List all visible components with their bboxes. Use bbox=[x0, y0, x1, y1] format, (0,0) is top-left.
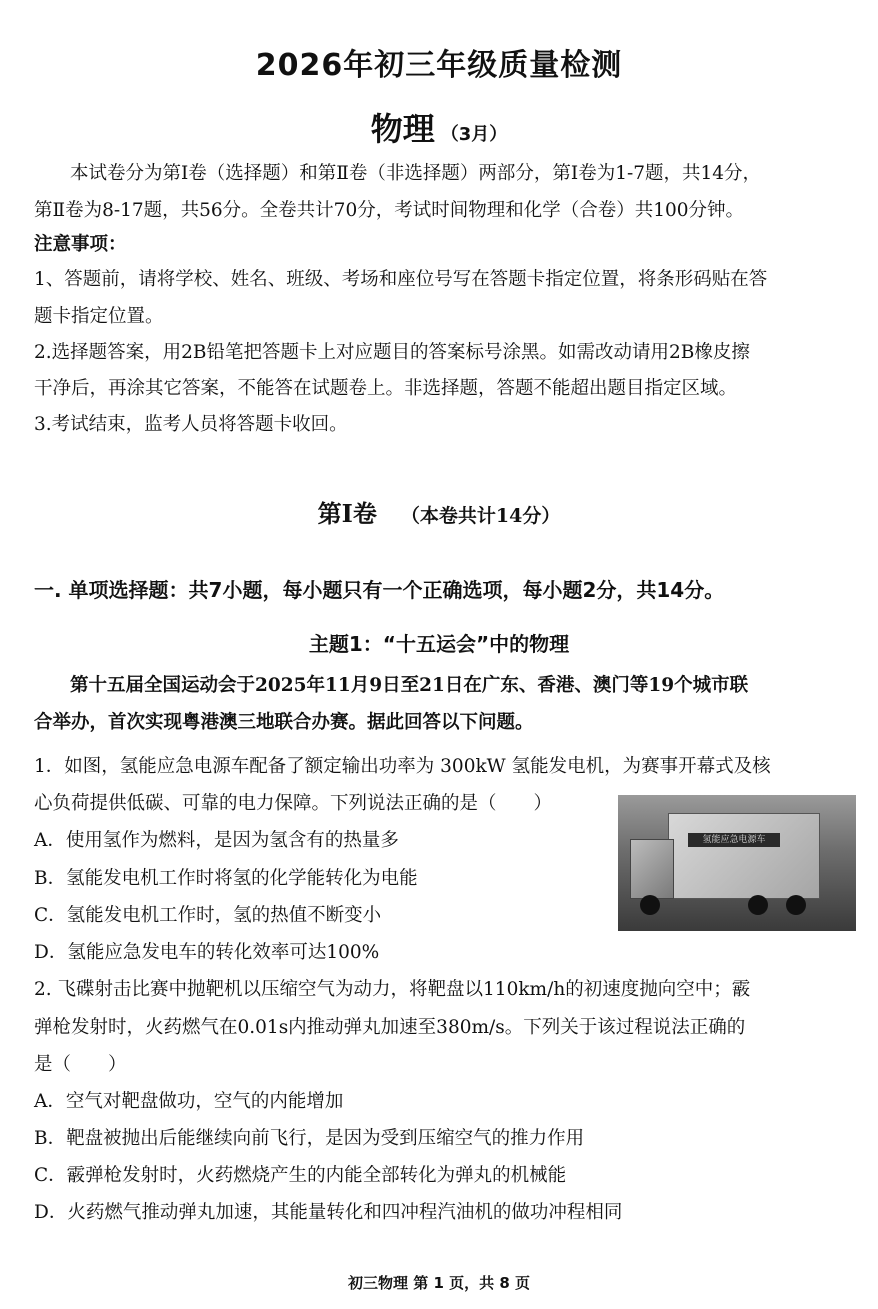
note-1b: 题卡指定位置。 bbox=[34, 306, 164, 327]
theme-title: 主题1：“十五运会”中的物理 bbox=[308, 632, 570, 656]
q2-stem-1: 2. 飞碟射击比赛中抛靶机以压缩空气为动力，将靶盘以110km/h的初速度抛向空中；霰 bbox=[34, 979, 751, 1000]
theme-desc-2: 合举办，首次实现粤港澳三地联合办赛。据此回答以下问题。 bbox=[34, 712, 534, 733]
truck-wheel bbox=[640, 895, 660, 915]
q1-stem-2: 心负荷提供低碳、可靠的电力保障。下列说法正确的是（ ） bbox=[34, 793, 553, 814]
q2-option-a: A．空气对靶盘做功，空气的内能增加 bbox=[34, 1091, 344, 1112]
truck-sign: 氢能应急电源车 bbox=[688, 833, 780, 847]
subject-title bbox=[0, 104, 878, 150]
truck-wheel bbox=[786, 895, 806, 915]
page-footer: 初三物理 第 1 页，共 8 页 bbox=[348, 1274, 530, 1292]
truck-cab bbox=[630, 839, 674, 899]
q2-option-c: C．霰弹枪发射时，火药燃烧产生的内能全部转化为弹丸的机械能 bbox=[34, 1165, 567, 1186]
hydrogen-truck-photo bbox=[618, 795, 856, 931]
truck-wheel bbox=[748, 895, 768, 915]
subject-name: 物理 bbox=[370, 110, 435, 148]
intro-line-1: 本试卷分为第Ⅰ卷（选择题）和第Ⅱ卷（非选择题）两部分，第Ⅰ卷为1-7题，共14分， bbox=[70, 163, 762, 184]
q2-option-d: D．火药燃气推动弹丸加速，其能量转化和四冲程汽油机的做功冲程相同 bbox=[34, 1202, 623, 1223]
q1-option-d: D．氢能应急发电车的转化效率可达100% bbox=[34, 942, 380, 963]
section-subtitle: （本卷共计14分） bbox=[400, 505, 561, 527]
q2-stem-3: 是（ ） bbox=[34, 1054, 127, 1075]
note-2b: 干净后，再涂其它答案，不能答在试题卷上。非选择题，答题不能超出题目指定区域。 bbox=[34, 378, 738, 399]
q1-option-b: B．氢能发电机工作时将氢的化学能转化为电能 bbox=[34, 868, 418, 889]
truck-cargo-box bbox=[668, 813, 820, 899]
note-1a: 1、答题前，请将学校、姓名、班级、考场和座位号写在答题卡指定位置，将条形码贴在答 bbox=[34, 269, 768, 290]
exam-month: （3月） bbox=[440, 124, 508, 145]
q1-stem-1: 1．如图，氢能应急电源车配备了额定输出功率为 300kW 氢能发电机，为赛事开幕式及核 bbox=[34, 756, 771, 777]
q2-option-b: B．靶盘被抛出后能继续向前飞行，是因为受到压缩空气的推力作用 bbox=[34, 1128, 585, 1149]
note-2a: 2.选择题答案，用2B铅笔把答题卡上对应题目的答案标号涂黑。如需改动请用2B橡皮擦 bbox=[34, 342, 750, 363]
q2-stem-2: 弹枪发射时，火药燃气在0.01s内推动弹丸加速至380m/s。下列关于该过程说法正确的 bbox=[34, 1017, 746, 1038]
notes-heading: 注意事项： bbox=[34, 234, 127, 255]
intro-line-2: 第Ⅱ卷为8-17题，共56分。全卷共计70分，考试时间物理和化学（合卷）共100分钟。 bbox=[34, 200, 745, 221]
q1-option-a: A．使用氢作为燃料，是因为氢含有的热量多 bbox=[34, 830, 399, 851]
note-3: 3.考试结束，监考人员将答题卡收回。 bbox=[34, 414, 348, 435]
exam-title: 2026年初三年级质量检测 bbox=[255, 48, 623, 83]
theme-desc-1: 第十五届全国运动会于2025年11月9日至21日在广东、香港、澳门等19个城市联 bbox=[70, 675, 749, 696]
section-heading bbox=[0, 494, 878, 529]
section-title: 第Ⅰ卷 bbox=[317, 499, 377, 528]
part-heading: 一. 单项选择题：共7小题，每小题只有一个正确选项，每小题2分，共14分。 bbox=[34, 578, 725, 602]
q1-option-c: C．氢能发电机工作时，氢的热值不断变小 bbox=[34, 905, 382, 926]
